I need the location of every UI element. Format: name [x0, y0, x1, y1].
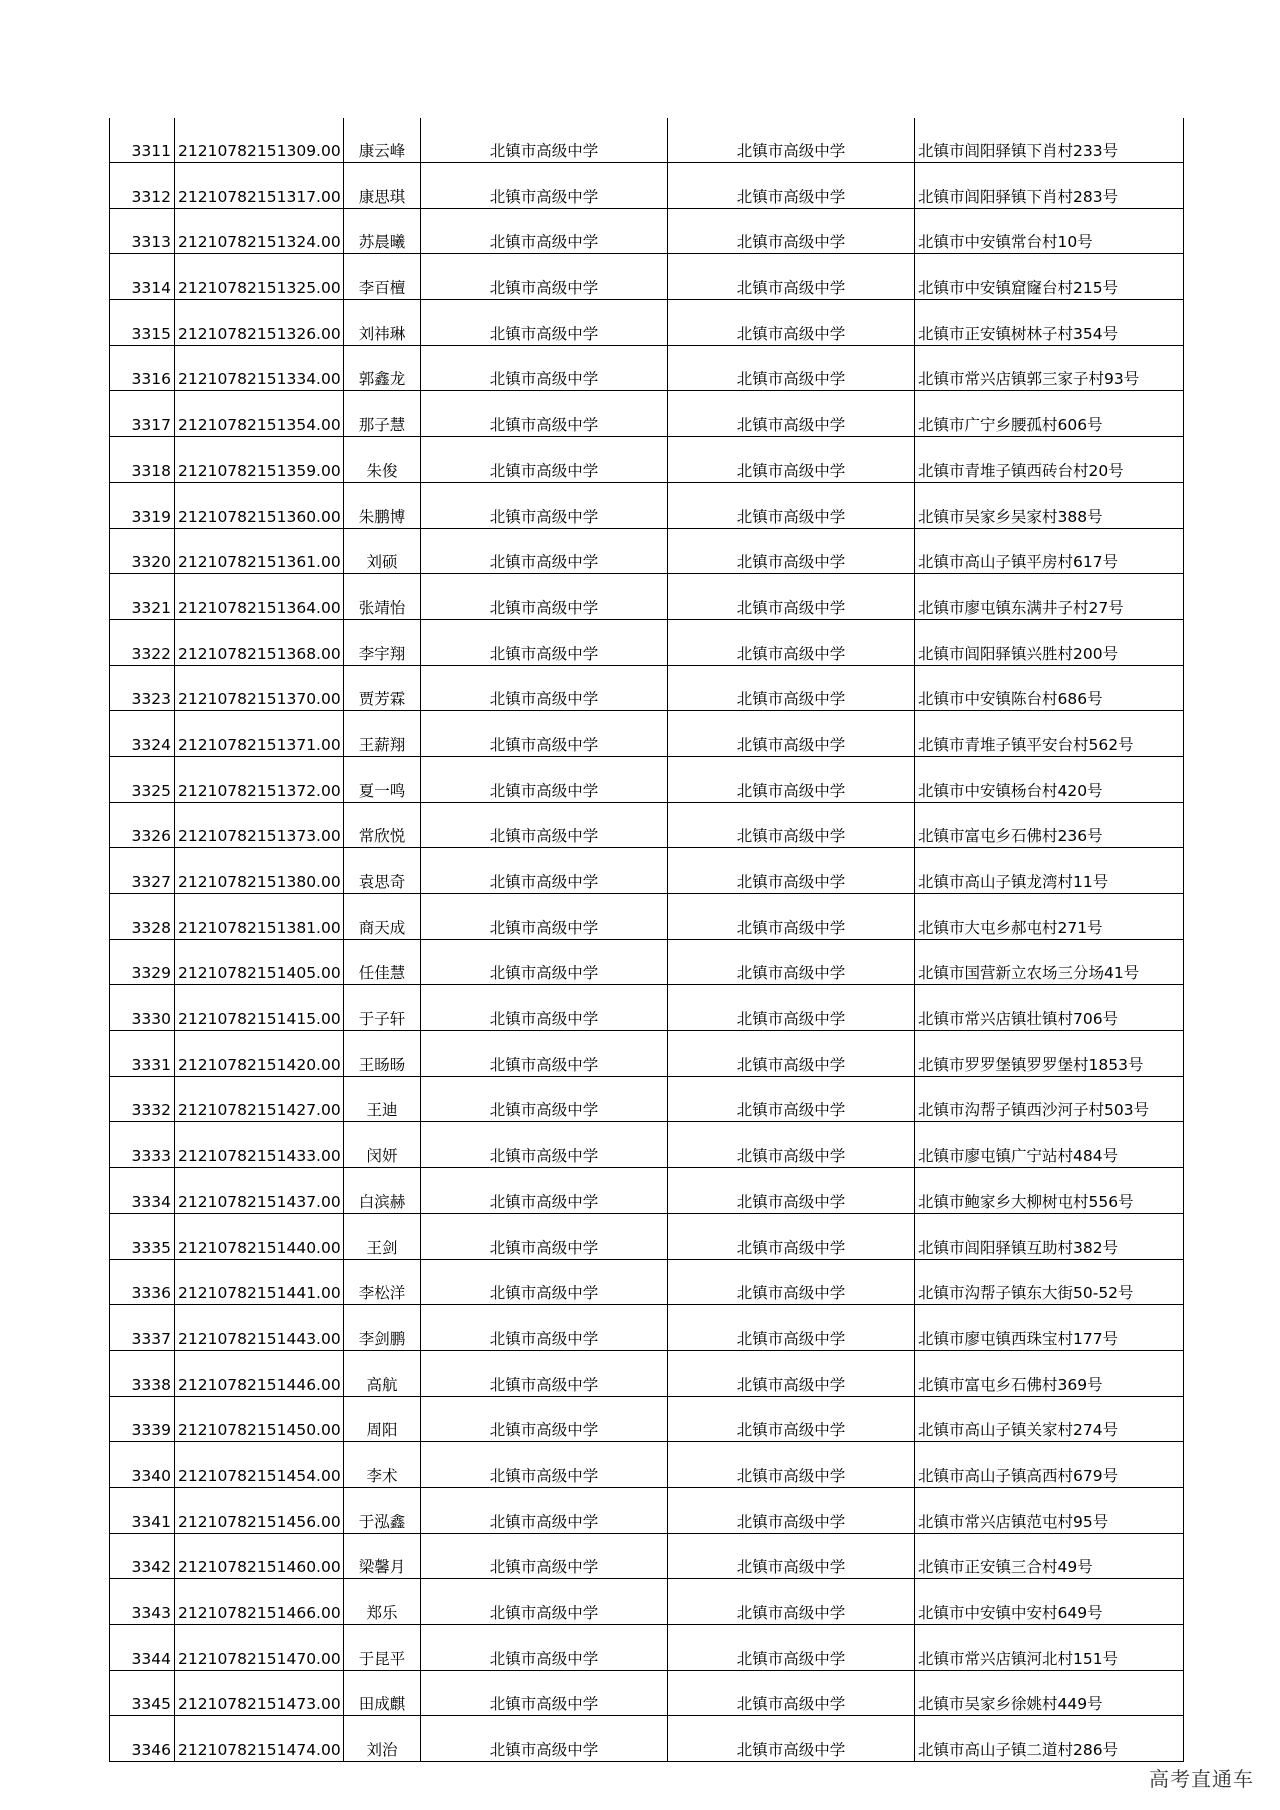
cell-school: 北镇市高级中学: [421, 756, 668, 802]
table-row: [110, 939, 1184, 985]
cell-exam-id: 21210782151443.00: [175, 1305, 344, 1351]
cell-school-2: 北镇市高级中学: [668, 300, 915, 346]
cell-address: 北镇市高山子镇高西村679号: [915, 1442, 1184, 1488]
cell-school: 北镇市高级中学: [421, 802, 668, 848]
cell-address: 北镇市罗罗堡镇罗罗堡村1853号: [915, 1031, 1184, 1077]
cell-exam-id: 21210782151433.00: [175, 1122, 344, 1168]
cell-seq: 3333: [110, 1122, 175, 1168]
cell-student-name: 张靖怡: [344, 574, 421, 620]
cell-school: 北镇市高级中学: [421, 1625, 668, 1671]
cell-student-name: 朱鹏博: [344, 482, 421, 528]
cell-address: 北镇市国营新立农场三分场41号: [915, 939, 1184, 985]
cell-address: 北镇市正安镇树林子村354号: [915, 300, 1184, 346]
cell-school-2: 北镇市高级中学: [668, 1579, 915, 1625]
cell-student-name: 田成麒: [344, 1670, 421, 1716]
cell-student-name: 李百檀: [344, 254, 421, 300]
cell-exam-id: 21210782151456.00: [175, 1487, 344, 1533]
cell-school-2: 北镇市高级中学: [668, 1259, 915, 1305]
cell-address: 北镇市大屯乡郝屯村271号: [915, 894, 1184, 940]
cell-address: 北镇市高山子镇二道村286号: [915, 1716, 1184, 1762]
cell-seq: 3343: [110, 1579, 175, 1625]
cell-seq: 3334: [110, 1168, 175, 1214]
cell-school-2: 北镇市高级中学: [668, 939, 915, 985]
cell-seq: 3315: [110, 300, 175, 346]
table-row: [110, 985, 1184, 1031]
cell-exam-id: 21210782151360.00: [175, 482, 344, 528]
cell-school-2: 北镇市高级中学: [668, 848, 915, 894]
cell-school-2: 北镇市高级中学: [668, 985, 915, 1031]
cell-student-name: 苏晨曦: [344, 208, 421, 254]
cell-address: 北镇市闾阳驿镇下肖村233号: [915, 118, 1184, 163]
cell-school-2: 北镇市高级中学: [668, 1031, 915, 1077]
table-row: [110, 1076, 1184, 1122]
cell-seq: 3337: [110, 1305, 175, 1351]
cell-school-2: 北镇市高级中学: [668, 1396, 915, 1442]
cell-school: 北镇市高级中学: [421, 1396, 668, 1442]
cell-school: 北镇市高级中学: [421, 528, 668, 574]
cell-school: 北镇市高级中学: [421, 574, 668, 620]
cell-school-2: 北镇市高级中学: [668, 619, 915, 665]
cell-exam-id: 21210782151474.00: [175, 1716, 344, 1762]
cell-school: 北镇市高级中学: [421, 1716, 668, 1762]
cell-school-2: 北镇市高级中学: [668, 1670, 915, 1716]
cell-school-2: 北镇市高级中学: [668, 802, 915, 848]
cell-school: 北镇市高级中学: [421, 208, 668, 254]
cell-address: 北镇市广宁乡腰孤村606号: [915, 391, 1184, 437]
cell-exam-id: 21210782151415.00: [175, 985, 344, 1031]
cell-address: 北镇市常兴店镇河北村151号: [915, 1625, 1184, 1671]
table-row: [110, 1533, 1184, 1579]
cell-seq: 3323: [110, 665, 175, 711]
cell-student-name: 于子轩: [344, 985, 421, 1031]
cell-seq: 3312: [110, 163, 175, 209]
cell-seq: 3325: [110, 756, 175, 802]
table-row: [110, 756, 1184, 802]
table-row: [110, 1670, 1184, 1716]
cell-school-2: 北镇市高级中学: [668, 437, 915, 483]
cell-seq: 3327: [110, 848, 175, 894]
cell-school: 北镇市高级中学: [421, 619, 668, 665]
cell-address: 北镇市闾阳驿镇兴胜村200号: [915, 619, 1184, 665]
cell-student-name: 郑乐: [344, 1579, 421, 1625]
cell-school: 北镇市高级中学: [421, 939, 668, 985]
cell-seq: 3338: [110, 1350, 175, 1396]
cell-school-2: 北镇市高级中学: [668, 208, 915, 254]
cell-exam-id: 21210782151326.00: [175, 300, 344, 346]
cell-student-name: 李宇翔: [344, 619, 421, 665]
table-row: [110, 345, 1184, 391]
cell-address: 北镇市高山子镇龙湾村11号: [915, 848, 1184, 894]
cell-school-2: 北镇市高级中学: [668, 1122, 915, 1168]
cell-student-name: 刘祎琳: [344, 300, 421, 346]
cell-exam-id: 21210782151450.00: [175, 1396, 344, 1442]
cell-student-name: 王旸旸: [344, 1031, 421, 1077]
table-row: [110, 1350, 1184, 1396]
table-row: [110, 1168, 1184, 1214]
cell-school-2: 北镇市高级中学: [668, 1213, 915, 1259]
cell-student-name: 王薪翔: [344, 711, 421, 757]
cell-school: 北镇市高级中学: [421, 345, 668, 391]
table-row: [110, 1259, 1184, 1305]
table-row: [110, 1396, 1184, 1442]
cell-school-2: 北镇市高级中学: [668, 1487, 915, 1533]
cell-student-name: 康云峰: [344, 118, 421, 163]
table-row: [110, 1305, 1184, 1351]
cell-student-name: 于泓鑫: [344, 1487, 421, 1533]
cell-seq: 3336: [110, 1259, 175, 1305]
cell-school: 北镇市高级中学: [421, 482, 668, 528]
table-row: [110, 437, 1184, 483]
cell-address: 北镇市青堆子镇西砖台村20号: [915, 437, 1184, 483]
cell-exam-id: 21210782151454.00: [175, 1442, 344, 1488]
cell-school: 北镇市高级中学: [421, 1259, 668, 1305]
cell-seq: 3339: [110, 1396, 175, 1442]
cell-student-name: 高航: [344, 1350, 421, 1396]
cell-student-name: 周阳: [344, 1396, 421, 1442]
cell-student-name: 李剑鹏: [344, 1305, 421, 1351]
cell-school: 北镇市高级中学: [421, 300, 668, 346]
cell-address: 北镇市富屯乡石佛村236号: [915, 802, 1184, 848]
cell-school-2: 北镇市高级中学: [668, 1076, 915, 1122]
cell-school-2: 北镇市高级中学: [668, 894, 915, 940]
cell-student-name: 常欣悦: [344, 802, 421, 848]
cell-school: 北镇市高级中学: [421, 1442, 668, 1488]
cell-school: 北镇市高级中学: [421, 665, 668, 711]
cell-seq: 3311: [110, 118, 175, 163]
cell-address: 北镇市廖屯镇东满井子村27号: [915, 574, 1184, 620]
cell-seq: 3344: [110, 1625, 175, 1671]
cell-address: 北镇市中安镇中安村649号: [915, 1579, 1184, 1625]
cell-seq: 3342: [110, 1533, 175, 1579]
cell-seq: 3314: [110, 254, 175, 300]
records-body: [110, 118, 1184, 1762]
cell-student-name: 任佳慧: [344, 939, 421, 985]
table-row: [110, 1625, 1184, 1671]
table-row: [110, 574, 1184, 620]
cell-school-2: 北镇市高级中学: [668, 1168, 915, 1214]
cell-school-2: 北镇市高级中学: [668, 756, 915, 802]
table-row: [110, 528, 1184, 574]
table-row: [110, 1579, 1184, 1625]
table-row: [110, 1031, 1184, 1077]
table-row: [110, 391, 1184, 437]
cell-school: 北镇市高级中学: [421, 1305, 668, 1351]
cell-exam-id: 21210782151405.00: [175, 939, 344, 985]
cell-student-name: 于昆平: [344, 1625, 421, 1671]
table-row: [110, 1442, 1184, 1488]
cell-school-2: 北镇市高级中学: [668, 665, 915, 711]
cell-address: 北镇市闾阳驿镇互助村382号: [915, 1213, 1184, 1259]
cell-address: 北镇市青堆子镇平安台村562号: [915, 711, 1184, 757]
cell-seq: 3320: [110, 528, 175, 574]
cell-exam-id: 21210782151373.00: [175, 802, 344, 848]
cell-exam-id: 21210782151368.00: [175, 619, 344, 665]
cell-school-2: 北镇市高级中学: [668, 574, 915, 620]
cell-school-2: 北镇市高级中学: [668, 1350, 915, 1396]
cell-address: 北镇市沟帮子镇西沙河子村503号: [915, 1076, 1184, 1122]
cell-school-2: 北镇市高级中学: [668, 1716, 915, 1762]
cell-student-name: 白滨赫: [344, 1168, 421, 1214]
cell-school: 北镇市高级中学: [421, 1122, 668, 1168]
cell-school: 北镇市高级中学: [421, 1168, 668, 1214]
cell-student-name: 李松洋: [344, 1259, 421, 1305]
cell-address: 北镇市富屯乡石佛村369号: [915, 1350, 1184, 1396]
cell-exam-id: 21210782151380.00: [175, 848, 344, 894]
table-row: [110, 163, 1184, 209]
cell-student-name: 那子慧: [344, 391, 421, 437]
cell-exam-id: 21210782151309.00: [175, 118, 344, 163]
cell-seq: 3328: [110, 894, 175, 940]
cell-school: 北镇市高级中学: [421, 711, 668, 757]
cell-student-name: 王剑: [344, 1213, 421, 1259]
cell-school: 北镇市高级中学: [421, 1533, 668, 1579]
cell-school: 北镇市高级中学: [421, 1031, 668, 1077]
cell-exam-id: 21210782151354.00: [175, 391, 344, 437]
cell-seq: 3332: [110, 1076, 175, 1122]
cell-school-2: 北镇市高级中学: [668, 118, 915, 163]
cell-seq: 3330: [110, 985, 175, 1031]
cell-exam-id: 21210782151437.00: [175, 1168, 344, 1214]
cell-seq: 3329: [110, 939, 175, 985]
cell-seq: 3326: [110, 802, 175, 848]
cell-student-name: 郭鑫龙: [344, 345, 421, 391]
cell-address: 北镇市吴家乡徐姚村449号: [915, 1670, 1184, 1716]
cell-school-2: 北镇市高级中学: [668, 482, 915, 528]
cell-address: 北镇市常兴店镇壮镇村706号: [915, 985, 1184, 1031]
cell-seq: 3335: [110, 1213, 175, 1259]
table-row: [110, 802, 1184, 848]
cell-school: 北镇市高级中学: [421, 1487, 668, 1533]
cell-student-name: 梁馨月: [344, 1533, 421, 1579]
cell-exam-id: 21210782151473.00: [175, 1670, 344, 1716]
cell-exam-id: 21210782151370.00: [175, 665, 344, 711]
cell-exam-id: 21210782151372.00: [175, 756, 344, 802]
cell-school: 北镇市高级中学: [421, 848, 668, 894]
cell-seq: 3346: [110, 1716, 175, 1762]
cell-school: 北镇市高级中学: [421, 437, 668, 483]
cell-address: 北镇市中安镇常台村10号: [915, 208, 1184, 254]
table-row: [110, 1716, 1184, 1762]
cell-school: 北镇市高级中学: [421, 985, 668, 1031]
cell-school-2: 北镇市高级中学: [668, 1305, 915, 1351]
cell-student-name: 袁思奇: [344, 848, 421, 894]
table-row: [110, 848, 1184, 894]
cell-address: 北镇市常兴店镇范屯村95号: [915, 1487, 1184, 1533]
table-row: [110, 1213, 1184, 1259]
cell-student-name: 刘治: [344, 1716, 421, 1762]
cell-exam-id: 21210782151420.00: [175, 1031, 344, 1077]
cell-address: 北镇市鲍家乡大柳树屯村556号: [915, 1168, 1184, 1214]
cell-exam-id: 21210782151381.00: [175, 894, 344, 940]
table-row: [110, 619, 1184, 665]
table-row: [110, 482, 1184, 528]
cell-exam-id: 21210782151460.00: [175, 1533, 344, 1579]
cell-address: 北镇市闾阳驿镇下肖村283号: [915, 163, 1184, 209]
table-row: [110, 894, 1184, 940]
cell-seq: 3345: [110, 1670, 175, 1716]
table-row: [110, 711, 1184, 757]
cell-student-name: 康思琪: [344, 163, 421, 209]
cell-school: 北镇市高级中学: [421, 894, 668, 940]
cell-school-2: 北镇市高级中学: [668, 528, 915, 574]
cell-seq: 3313: [110, 208, 175, 254]
cell-exam-id: 21210782151466.00: [175, 1579, 344, 1625]
cell-school: 北镇市高级中学: [421, 254, 668, 300]
cell-address: 北镇市正安镇三合村49号: [915, 1533, 1184, 1579]
cell-school-2: 北镇市高级中学: [668, 254, 915, 300]
cell-student-name: 朱俊: [344, 437, 421, 483]
cell-address: 北镇市廖屯镇广宁站村484号: [915, 1122, 1184, 1168]
cell-school: 北镇市高级中学: [421, 163, 668, 209]
cell-exam-id: 21210782151440.00: [175, 1213, 344, 1259]
cell-address: 北镇市中安镇陈台村686号: [915, 665, 1184, 711]
cell-seq: 3318: [110, 437, 175, 483]
cell-address: 北镇市沟帮子镇东大街50-52号: [915, 1259, 1184, 1305]
cell-address: 北镇市高山子镇平房村617号: [915, 528, 1184, 574]
cell-address: 北镇市廖屯镇西珠宝村177号: [915, 1305, 1184, 1351]
table-row: [110, 1122, 1184, 1168]
records-table: [109, 118, 1184, 1762]
cell-exam-id: 21210782151359.00: [175, 437, 344, 483]
cell-school-2: 北镇市高级中学: [668, 1533, 915, 1579]
cell-school-2: 北镇市高级中学: [668, 391, 915, 437]
cell-school-2: 北镇市高级中学: [668, 711, 915, 757]
cell-exam-id: 21210782151470.00: [175, 1625, 344, 1671]
cell-address: 北镇市中安镇杨台村420号: [915, 756, 1184, 802]
cell-exam-id: 21210782151371.00: [175, 711, 344, 757]
cell-student-name: 刘硕: [344, 528, 421, 574]
cell-school: 北镇市高级中学: [421, 1670, 668, 1716]
cell-seq: 3331: [110, 1031, 175, 1077]
cell-address: 北镇市中安镇窟窿台村215号: [915, 254, 1184, 300]
cell-seq: 3321: [110, 574, 175, 620]
cell-school: 北镇市高级中学: [421, 118, 668, 163]
cell-seq: 3340: [110, 1442, 175, 1488]
cell-seq: 3319: [110, 482, 175, 528]
cell-school: 北镇市高级中学: [421, 1076, 668, 1122]
cell-student-name: 贾芳霖: [344, 665, 421, 711]
cell-school-2: 北镇市高级中学: [668, 1625, 915, 1671]
cell-exam-id: 21210782151324.00: [175, 208, 344, 254]
cell-exam-id: 21210782151334.00: [175, 345, 344, 391]
cell-school-2: 北镇市高级中学: [668, 163, 915, 209]
cell-school-2: 北镇市高级中学: [668, 345, 915, 391]
cell-exam-id: 21210782151317.00: [175, 163, 344, 209]
table-row: [110, 208, 1184, 254]
cell-student-name: 闵妍: [344, 1122, 421, 1168]
cell-exam-id: 21210782151325.00: [175, 254, 344, 300]
cell-school: 北镇市高级中学: [421, 1350, 668, 1396]
cell-exam-id: 21210782151446.00: [175, 1350, 344, 1396]
watermark-text: 高考直通车: [1149, 1767, 1254, 1791]
table-row: [110, 1487, 1184, 1533]
cell-school: 北镇市高级中学: [421, 1579, 668, 1625]
cell-exam-id: 21210782151361.00: [175, 528, 344, 574]
cell-exam-id: 21210782151364.00: [175, 574, 344, 620]
cell-school: 北镇市高级中学: [421, 1213, 668, 1259]
table-row: [110, 665, 1184, 711]
cell-seq: 3324: [110, 711, 175, 757]
cell-address: 北镇市吴家乡吴家村388号: [915, 482, 1184, 528]
cell-school-2: 北镇市高级中学: [668, 1442, 915, 1488]
cell-exam-id: 21210782151441.00: [175, 1259, 344, 1305]
cell-student-name: 商天成: [344, 894, 421, 940]
cell-address: 北镇市高山子镇关家村274号: [915, 1396, 1184, 1442]
cell-student-name: 夏一鸣: [344, 756, 421, 802]
cell-school: 北镇市高级中学: [421, 391, 668, 437]
cell-seq: 3317: [110, 391, 175, 437]
cell-student-name: 王迪: [344, 1076, 421, 1122]
cell-student-name: 李术: [344, 1442, 421, 1488]
cell-seq: 3316: [110, 345, 175, 391]
cell-seq: 3341: [110, 1487, 175, 1533]
cell-exam-id: 21210782151427.00: [175, 1076, 344, 1122]
cell-address: 北镇市常兴店镇郭三家子村93号: [915, 345, 1184, 391]
table-row: [110, 300, 1184, 346]
table-row: [110, 118, 1184, 163]
cell-seq: 3322: [110, 619, 175, 665]
table-row: [110, 254, 1184, 300]
